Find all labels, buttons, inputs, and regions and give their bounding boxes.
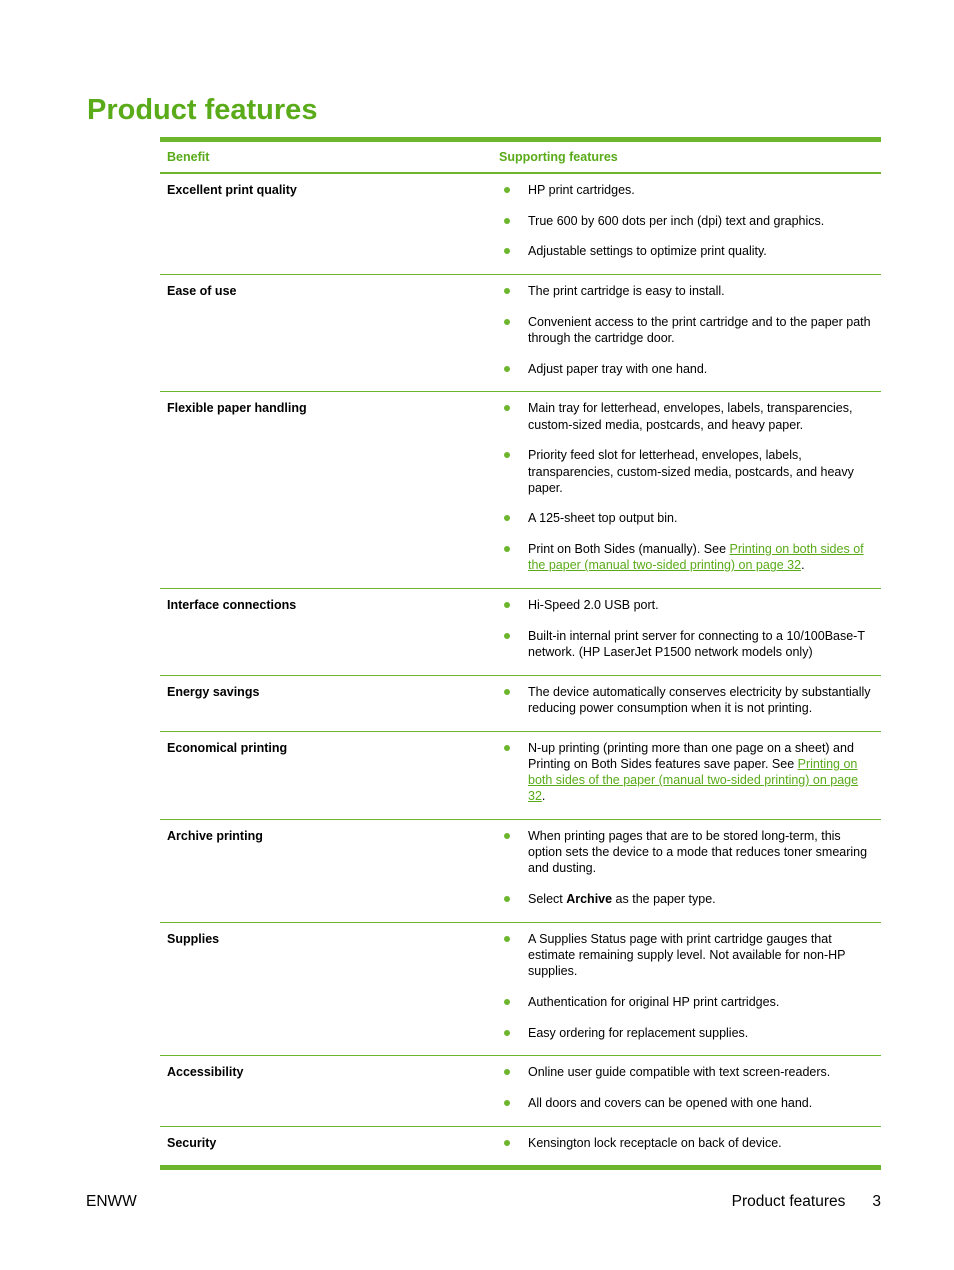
feature-text: Easy ordering for replacement supplies.	[528, 1025, 749, 1040]
feature-text: HP print cartridges.	[528, 183, 635, 197]
table-row	[160, 174, 881, 275]
bullet-icon	[504, 218, 510, 224]
supporting-features-cell	[499, 1064, 881, 1125]
feature-item	[499, 213, 881, 229]
table-row	[160, 820, 881, 923]
benefit-cell: Excellent print quality	[167, 183, 297, 197]
feature-list	[499, 400, 881, 573]
feature-item	[499, 891, 881, 907]
supporting-features-cell	[499, 931, 881, 1056]
supporting-features-cell	[499, 740, 881, 819]
feature-text: A Supplies Status page with print cartridge gauges that estimate remaining supply level. Not available for non-HP supplies.	[528, 931, 846, 979]
bullet-icon	[504, 248, 510, 254]
benefit-cell: Security	[167, 1135, 217, 1150]
feature-text-tail: as the paper type.	[612, 891, 716, 906]
bullet-icon	[504, 546, 510, 552]
supporting-features-cell	[499, 597, 881, 675]
feature-text: Built-in internal print server for connecting to a 10/100Base-T network. (HP LaserJet P1500 network models only)	[528, 628, 865, 659]
feature-list	[499, 828, 881, 907]
feature-list	[499, 931, 881, 1041]
bullet-icon	[504, 366, 510, 372]
bullet-icon	[504, 288, 510, 294]
feature-item	[499, 1025, 881, 1041]
bullet-icon	[504, 319, 510, 325]
feature-item	[499, 400, 881, 432]
benefit-cell: Energy savings	[167, 684, 260, 699]
feature-list	[499, 283, 881, 377]
feature-text: Print on Both Sides (manually). See	[528, 542, 730, 557]
benefit-cell: Flexible paper handling	[167, 401, 307, 416]
cross-reference-link[interactable]: Printing on both sides of the paper (manual two-sided printing) on page 32	[528, 542, 864, 573]
feature-item	[499, 314, 881, 346]
supporting-features-cell	[499, 828, 881, 922]
benefit-cell: Economical printing	[167, 740, 288, 755]
feature-item	[499, 510, 881, 526]
header-supporting-features: Supporting features	[499, 150, 618, 164]
benefit-cell: Ease of use	[167, 284, 237, 299]
bullet-icon	[504, 633, 510, 639]
footer-right	[732, 1193, 881, 1211]
feature-item	[499, 182, 881, 198]
feature-item	[499, 1064, 881, 1080]
bullet-icon	[504, 1069, 510, 1075]
feature-text: All doors and covers can be opened with one hand.	[528, 1095, 813, 1110]
bullet-icon	[504, 936, 510, 942]
table-row	[160, 1127, 881, 1166]
table-bottom-rule	[160, 1165, 881, 1170]
bullet-icon	[504, 1030, 510, 1036]
bullet-icon	[504, 452, 510, 458]
feature-text: Select	[528, 891, 567, 906]
feature-list	[499, 182, 881, 260]
bullet-icon	[504, 405, 510, 411]
page-title: Product features	[87, 94, 318, 126]
feature-text: Adjustable settings to optimize print quality.	[528, 244, 767, 259]
feature-list	[499, 1064, 881, 1111]
feature-text: Authentication for original HP print cartridges.	[528, 994, 780, 1009]
feature-text-tail: .	[541, 789, 546, 804]
table-row	[160, 923, 881, 1057]
feature-item	[499, 447, 881, 496]
supporting-features-cell	[499, 182, 881, 274]
bullet-icon	[504, 896, 510, 902]
feature-text: A 125-sheet top output bin.	[528, 511, 678, 526]
bullet-icon	[504, 745, 510, 751]
bullet-icon	[504, 1100, 510, 1106]
feature-text: Online user guide compatible with text screen-readers.	[528, 1065, 831, 1080]
feature-item	[499, 931, 881, 980]
benefit-cell: Accessibility	[167, 1065, 244, 1080]
bullet-icon	[504, 187, 510, 193]
cross-reference-link[interactable]: Printing on both sides of the paper (manual two-sided printing) on page 32	[528, 756, 859, 804]
feature-text: Main tray for letterhead, envelopes, labels, transparencies, custom-sized media, postcards, and heavy paper.	[528, 401, 853, 432]
feature-list	[499, 1135, 881, 1151]
bullet-icon	[504, 689, 510, 695]
feature-item	[499, 740, 881, 805]
feature-text: Adjust paper tray with one hand.	[528, 361, 708, 376]
feature-list	[499, 740, 881, 805]
feature-list	[499, 597, 881, 660]
feature-text-tail: .	[801, 558, 805, 573]
supporting-features-cell	[499, 1135, 881, 1166]
benefit-cell: Archive printing	[167, 828, 263, 843]
page-number: 3	[872, 1193, 881, 1210]
feature-item	[499, 994, 881, 1010]
feature-text: The print cartridge is easy to install.	[528, 284, 725, 299]
feature-text: True 600 by 600 dots per inch (dpi) text and graphics.	[528, 213, 825, 228]
feature-item	[499, 243, 881, 259]
bullet-icon	[504, 602, 510, 608]
table-body	[160, 174, 881, 1165]
bullet-icon	[504, 1140, 510, 1146]
feature-text: When printing pages that are to be stored long-term, this option sets the device to a mode that reduces toner smearing and dusting.	[528, 828, 868, 876]
feature-text: Kensington lock receptacle on back of device.	[528, 1135, 782, 1150]
feature-item	[499, 1135, 881, 1151]
table-row	[160, 589, 881, 676]
bullet-icon	[504, 833, 510, 839]
supporting-features-cell	[499, 400, 881, 588]
feature-text: Priority feed slot for letterhead, envelopes, labels, transparencies, custom-sized media, postcards, and heavy paper.	[528, 448, 854, 495]
supporting-features-cell	[499, 283, 881, 391]
feature-item	[499, 361, 881, 377]
table-header-row	[160, 142, 881, 174]
feature-bold-text: Archive	[566, 891, 613, 906]
benefit-cell: Supplies	[167, 931, 220, 946]
feature-item	[499, 597, 881, 613]
feature-item	[499, 684, 881, 716]
bullet-icon	[504, 515, 510, 521]
table-row	[160, 275, 881, 392]
feature-text: Convenient access to the print cartridge and to the paper path through the cartridge door.	[528, 314, 871, 346]
feature-text: The device automatically conserves electricity by substantially reducing power consumption when it is not printing.	[528, 684, 871, 715]
feature-text: N-up printing (printing more than one page on a sheet) and Printing on Both Sides features save paper. See	[528, 740, 854, 771]
supporting-features-cell	[499, 684, 881, 731]
table-row	[160, 1056, 881, 1126]
footer-left: ENWW	[86, 1193, 137, 1210]
feature-item	[499, 283, 881, 299]
feature-item	[499, 541, 881, 573]
feature-item	[499, 828, 881, 877]
table-row	[160, 732, 881, 820]
benefit-cell: Interface connections	[167, 598, 297, 613]
feature-list	[499, 684, 881, 716]
feature-text: Hi-Speed 2.0 USB port.	[528, 598, 659, 613]
bullet-icon	[504, 999, 510, 1005]
features-table	[160, 137, 881, 1170]
table-row	[160, 392, 881, 589]
feature-item	[499, 628, 881, 660]
header-benefit: Benefit	[167, 150, 210, 164]
table-row	[160, 676, 881, 732]
feature-item	[499, 1095, 881, 1111]
footer-section: Product features	[731, 1193, 846, 1210]
